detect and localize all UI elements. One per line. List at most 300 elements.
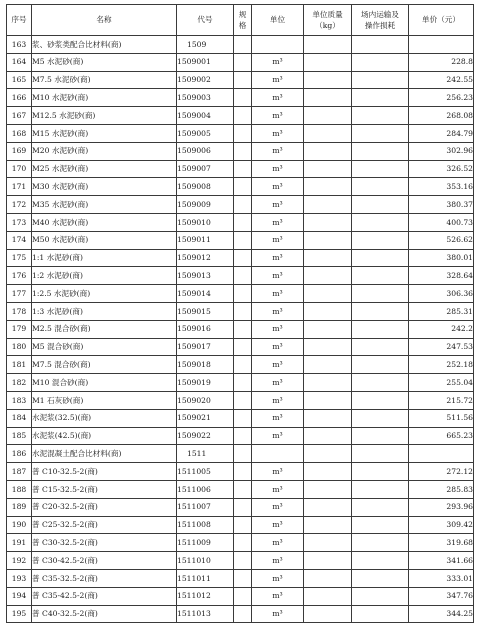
cell-seq: 191 bbox=[7, 534, 32, 552]
cell-seq: 168 bbox=[7, 124, 32, 142]
cell-unit: m³ bbox=[252, 569, 304, 587]
cell-loss bbox=[352, 160, 409, 178]
table-row bbox=[7, 605, 474, 623]
cell-code: 1509013 bbox=[177, 267, 234, 285]
cell-name: M15 水泥砂(商) bbox=[32, 124, 177, 142]
cell-loss bbox=[352, 516, 409, 534]
cell-price bbox=[409, 36, 474, 54]
cell-code: 1509022 bbox=[177, 427, 234, 445]
cell-spec bbox=[234, 196, 252, 214]
cell-spec bbox=[234, 178, 252, 196]
cell-unit: m³ bbox=[252, 516, 304, 534]
cell-seq: 175 bbox=[7, 249, 32, 267]
cell-unit-mass bbox=[304, 338, 352, 356]
cell-seq: 164 bbox=[7, 53, 32, 71]
cell-seq: 179 bbox=[7, 320, 32, 338]
cell-name: 浆、砂浆类配合比材料(商) bbox=[32, 36, 177, 54]
cell-unit: m³ bbox=[252, 480, 304, 498]
cell-unit-mass bbox=[304, 498, 352, 516]
cell-unit-mass bbox=[304, 587, 352, 605]
cell-spec bbox=[234, 427, 252, 445]
cell-price: 272.12 bbox=[409, 463, 474, 481]
cell-spec bbox=[234, 302, 252, 320]
cell-code: 1509021 bbox=[177, 409, 234, 427]
cell-spec bbox=[234, 160, 252, 178]
cell-seq: 171 bbox=[7, 178, 32, 196]
cell-unit-mass bbox=[304, 213, 352, 231]
cell-name: 普 C30-42.5-2(商) bbox=[32, 552, 177, 570]
cell-seq: 194 bbox=[7, 587, 32, 605]
cell-code: 1509018 bbox=[177, 356, 234, 374]
cell-unit-mass bbox=[304, 89, 352, 107]
cell-unit-mass bbox=[304, 391, 352, 409]
table-row bbox=[7, 302, 474, 320]
cell-seq: 165 bbox=[7, 71, 32, 89]
cell-loss bbox=[352, 231, 409, 249]
cell-spec bbox=[234, 534, 252, 552]
cell-spec bbox=[234, 356, 252, 374]
table-row bbox=[7, 569, 474, 587]
cell-name: 普 C35-42.5-2(商) bbox=[32, 587, 177, 605]
cell-loss bbox=[352, 213, 409, 231]
cell-price: 400.73 bbox=[409, 213, 474, 231]
cell-spec bbox=[234, 605, 252, 623]
cell-name: M1 石灰砂(商) bbox=[32, 391, 177, 409]
cell-seq: 181 bbox=[7, 356, 32, 374]
header-spec bbox=[234, 5, 252, 36]
cell-price: 256.23 bbox=[409, 89, 474, 107]
cell-name: 普 C40-32.5-2(商) bbox=[32, 605, 177, 623]
cell-price: 306.36 bbox=[409, 285, 474, 303]
header-name: 名称 bbox=[32, 5, 177, 36]
cell-unit: m³ bbox=[252, 249, 304, 267]
cell-name: M10 水泥砂(商) bbox=[32, 89, 177, 107]
cell-spec bbox=[234, 249, 252, 267]
cell-seq: 172 bbox=[7, 196, 32, 214]
cell-spec bbox=[234, 71, 252, 89]
table-row bbox=[7, 480, 474, 498]
cell-seq: 177 bbox=[7, 285, 32, 303]
header-loss-line1: 场内运输及 bbox=[361, 10, 399, 19]
cell-name: 普 C10-32.5-2(商) bbox=[32, 463, 177, 481]
cell-loss bbox=[352, 463, 409, 481]
cell-unit: m³ bbox=[252, 285, 304, 303]
cell-loss bbox=[352, 480, 409, 498]
cell-loss bbox=[352, 605, 409, 623]
cell-spec bbox=[234, 569, 252, 587]
table-row bbox=[7, 53, 474, 71]
cell-unit-mass bbox=[304, 320, 352, 338]
cell-code: 1509005 bbox=[177, 124, 234, 142]
cell-price: 333.01 bbox=[409, 569, 474, 587]
table-row bbox=[7, 498, 474, 516]
cell-unit-mass bbox=[304, 267, 352, 285]
cell-seq: 183 bbox=[7, 391, 32, 409]
cell-unit: m³ bbox=[252, 160, 304, 178]
cell-price: 284.79 bbox=[409, 124, 474, 142]
cell-code: 1509014 bbox=[177, 285, 234, 303]
cell-price: 302.96 bbox=[409, 142, 474, 160]
cell-seq: 178 bbox=[7, 302, 32, 320]
cell-code: 1509017 bbox=[177, 338, 234, 356]
table-row bbox=[7, 338, 474, 356]
header-seq: 序号 bbox=[7, 5, 32, 36]
cell-loss bbox=[352, 53, 409, 71]
cell-price: 309.42 bbox=[409, 516, 474, 534]
cell-spec bbox=[234, 53, 252, 71]
cell-loss bbox=[352, 374, 409, 392]
cell-seq: 169 bbox=[7, 142, 32, 160]
cell-name: M30 水泥砂(商) bbox=[32, 178, 177, 196]
cell-unit-mass bbox=[304, 178, 352, 196]
cell-loss bbox=[352, 427, 409, 445]
cell-unit: m³ bbox=[252, 124, 304, 142]
header-spec-line2: 格 bbox=[238, 21, 247, 30]
cell-code: 1509015 bbox=[177, 302, 234, 320]
table-row bbox=[7, 267, 474, 285]
cell-unit: m³ bbox=[252, 142, 304, 160]
cell-unit: m³ bbox=[252, 374, 304, 392]
cell-name: 水泥浆(32.5)(商) bbox=[32, 409, 177, 427]
cell-unit-mass bbox=[304, 605, 352, 623]
cell-loss bbox=[352, 498, 409, 516]
cell-unit: m³ bbox=[252, 338, 304, 356]
cell-unit-mass bbox=[304, 124, 352, 142]
cell-spec bbox=[234, 320, 252, 338]
cell-code: 1511013 bbox=[177, 605, 234, 623]
cell-unit: m³ bbox=[252, 302, 304, 320]
cell-code: 1511011 bbox=[177, 569, 234, 587]
cell-unit: m³ bbox=[252, 267, 304, 285]
cell-unit-mass bbox=[304, 463, 352, 481]
table-row bbox=[7, 231, 474, 249]
table-row bbox=[7, 552, 474, 570]
table-row bbox=[7, 374, 474, 392]
cell-seq: 187 bbox=[7, 463, 32, 481]
cell-spec bbox=[234, 480, 252, 498]
cell-unit-mass bbox=[304, 374, 352, 392]
cell-seq: 180 bbox=[7, 338, 32, 356]
table-header-row bbox=[7, 5, 474, 36]
cell-unit-mass bbox=[304, 480, 352, 498]
cell-seq: 186 bbox=[7, 445, 32, 463]
cell-unit: m³ bbox=[252, 231, 304, 249]
header-loss-line2: 操作损耗 bbox=[364, 21, 396, 30]
cell-spec bbox=[234, 516, 252, 534]
cell-seq: 170 bbox=[7, 160, 32, 178]
cell-price: 215.72 bbox=[409, 391, 474, 409]
table-row bbox=[7, 427, 474, 445]
cell-unit-mass bbox=[304, 285, 352, 303]
cell-price: 353.16 bbox=[409, 178, 474, 196]
table-row bbox=[7, 516, 474, 534]
table-row bbox=[7, 196, 474, 214]
cell-loss bbox=[352, 249, 409, 267]
cell-code: 1509001 bbox=[177, 53, 234, 71]
cell-loss bbox=[352, 267, 409, 285]
cell-unit: m³ bbox=[252, 71, 304, 89]
table-row bbox=[7, 107, 474, 125]
cell-code: 1511 bbox=[177, 445, 234, 463]
cell-loss bbox=[352, 409, 409, 427]
table-row bbox=[7, 213, 474, 231]
cell-code: 1509010 bbox=[177, 213, 234, 231]
cell-price: 511.56 bbox=[409, 409, 474, 427]
cell-code: 1509012 bbox=[177, 249, 234, 267]
table-row bbox=[7, 463, 474, 481]
cell-code: 1509008 bbox=[177, 178, 234, 196]
cell-name: M40 水泥砂(商) bbox=[32, 213, 177, 231]
cell-name: 水泥浆(42.5)(商) bbox=[32, 427, 177, 445]
cell-price: 285.31 bbox=[409, 302, 474, 320]
cell-name: M7.5 水泥砂(商) bbox=[32, 71, 177, 89]
cell-seq: 192 bbox=[7, 552, 32, 570]
cell-name: M10 混合砂(商) bbox=[32, 374, 177, 392]
header-unit-mass bbox=[304, 5, 352, 36]
cell-price: 255.04 bbox=[409, 374, 474, 392]
cell-name: M5 混合砂(商) bbox=[32, 338, 177, 356]
cell-loss bbox=[352, 124, 409, 142]
table-category-row bbox=[7, 445, 474, 463]
cell-unit-mass bbox=[304, 516, 352, 534]
cell-code: 1511006 bbox=[177, 480, 234, 498]
cell-price: 293.96 bbox=[409, 498, 474, 516]
cell-spec bbox=[234, 374, 252, 392]
cell-spec bbox=[234, 391, 252, 409]
header-unit-mass-line2: （kg） bbox=[315, 21, 340, 30]
cell-seq: 176 bbox=[7, 267, 32, 285]
cell-code: 1511009 bbox=[177, 534, 234, 552]
cell-price: 380.37 bbox=[409, 196, 474, 214]
header-price: 单价（元） bbox=[409, 5, 474, 36]
cell-unit-mass bbox=[304, 409, 352, 427]
cell-loss bbox=[352, 552, 409, 570]
cell-spec bbox=[234, 463, 252, 481]
cell-unit: m³ bbox=[252, 391, 304, 409]
header-spec-line1: 规 bbox=[238, 10, 247, 19]
cell-code: 1509 bbox=[177, 36, 234, 54]
cell-code: 1509011 bbox=[177, 231, 234, 249]
cell-unit bbox=[252, 36, 304, 54]
cell-spec bbox=[234, 267, 252, 285]
cell-unit bbox=[252, 445, 304, 463]
cell-loss bbox=[352, 89, 409, 107]
cell-unit-mass bbox=[304, 569, 352, 587]
cell-unit-mass bbox=[304, 231, 352, 249]
cell-unit: m³ bbox=[252, 178, 304, 196]
cell-spec bbox=[234, 231, 252, 249]
cell-name: 水泥混凝土配合比材料(商) bbox=[32, 445, 177, 463]
cell-unit: m³ bbox=[252, 534, 304, 552]
header-unit-mass-line1: 单位质量 bbox=[312, 10, 343, 19]
price-table bbox=[6, 4, 474, 623]
cell-spec bbox=[234, 587, 252, 605]
cell-code: 1509006 bbox=[177, 142, 234, 160]
cell-spec bbox=[234, 445, 252, 463]
cell-name: 普 C15-32.5-2(商) bbox=[32, 480, 177, 498]
cell-unit-mass bbox=[304, 142, 352, 160]
cell-price: 526.62 bbox=[409, 231, 474, 249]
table-row bbox=[7, 178, 474, 196]
cell-loss bbox=[352, 445, 409, 463]
cell-seq: 185 bbox=[7, 427, 32, 445]
cell-loss bbox=[352, 302, 409, 320]
cell-unit: m³ bbox=[252, 409, 304, 427]
cell-price: 341.66 bbox=[409, 552, 474, 570]
cell-code: 1509009 bbox=[177, 196, 234, 214]
cell-spec bbox=[234, 213, 252, 231]
cell-spec bbox=[234, 498, 252, 516]
cell-price: 285.83 bbox=[409, 480, 474, 498]
cell-seq: 193 bbox=[7, 569, 32, 587]
cell-code: 1511008 bbox=[177, 516, 234, 534]
cell-loss bbox=[352, 36, 409, 54]
cell-code: 1509019 bbox=[177, 374, 234, 392]
cell-name: 1:1 水泥砂(商) bbox=[32, 249, 177, 267]
cell-loss bbox=[352, 391, 409, 409]
cell-unit-mass bbox=[304, 53, 352, 71]
cell-unit: m³ bbox=[252, 320, 304, 338]
cell-loss bbox=[352, 285, 409, 303]
cell-seq: 166 bbox=[7, 89, 32, 107]
cell-code: 1511010 bbox=[177, 552, 234, 570]
cell-seq: 188 bbox=[7, 480, 32, 498]
cell-name: M50 水泥砂(商) bbox=[32, 231, 177, 249]
cell-spec bbox=[234, 409, 252, 427]
cell-price: 252.18 bbox=[409, 356, 474, 374]
cell-name: 1:3 水泥砂(商) bbox=[32, 302, 177, 320]
cell-name: M25 水泥砂(商) bbox=[32, 160, 177, 178]
cell-unit: m³ bbox=[252, 552, 304, 570]
cell-code: 1511007 bbox=[177, 498, 234, 516]
cell-seq: 189 bbox=[7, 498, 32, 516]
cell-loss bbox=[352, 534, 409, 552]
cell-price: 380.01 bbox=[409, 249, 474, 267]
table-row bbox=[7, 285, 474, 303]
cell-name: 普 C25-32.5-2(商) bbox=[32, 516, 177, 534]
cell-spec bbox=[234, 142, 252, 160]
cell-code: 1509020 bbox=[177, 391, 234, 409]
cell-unit: m³ bbox=[252, 587, 304, 605]
cell-price: 228.8 bbox=[409, 53, 474, 71]
cell-loss bbox=[352, 196, 409, 214]
cell-name: M5 水泥砂(商) bbox=[32, 53, 177, 71]
cell-price: 268.08 bbox=[409, 107, 474, 125]
cell-seq: 184 bbox=[7, 409, 32, 427]
cell-code: 1511005 bbox=[177, 463, 234, 481]
table-row bbox=[7, 71, 474, 89]
cell-loss bbox=[352, 320, 409, 338]
cell-unit: m³ bbox=[252, 89, 304, 107]
table-row bbox=[7, 356, 474, 374]
cell-unit-mass bbox=[304, 107, 352, 125]
cell-name: M20 水泥砂(商) bbox=[32, 142, 177, 160]
cell-loss bbox=[352, 569, 409, 587]
cell-code: 1509002 bbox=[177, 71, 234, 89]
header-loss bbox=[352, 5, 409, 36]
cell-unit: m³ bbox=[252, 213, 304, 231]
cell-unit: m³ bbox=[252, 605, 304, 623]
cell-spec bbox=[234, 36, 252, 54]
cell-seq: 173 bbox=[7, 213, 32, 231]
cell-spec bbox=[234, 338, 252, 356]
cell-seq: 174 bbox=[7, 231, 32, 249]
cell-name: M7.5 混合砂(商) bbox=[32, 356, 177, 374]
cell-loss bbox=[352, 178, 409, 196]
cell-unit: m³ bbox=[252, 356, 304, 374]
cell-loss bbox=[352, 587, 409, 605]
table-category-row bbox=[7, 36, 474, 54]
cell-unit-mass bbox=[304, 71, 352, 89]
cell-unit-mass bbox=[304, 160, 352, 178]
cell-name: 1:2 水泥砂(商) bbox=[32, 267, 177, 285]
table-row bbox=[7, 587, 474, 605]
cell-unit-mass bbox=[304, 249, 352, 267]
cell-name: M12.5 水泥砂(商) bbox=[32, 107, 177, 125]
cell-unit: m³ bbox=[252, 498, 304, 516]
cell-loss bbox=[352, 142, 409, 160]
cell-spec bbox=[234, 285, 252, 303]
table-row bbox=[7, 409, 474, 427]
cell-code: 1509007 bbox=[177, 160, 234, 178]
cell-unit-mass bbox=[304, 302, 352, 320]
cell-unit: m³ bbox=[252, 53, 304, 71]
table-row bbox=[7, 320, 474, 338]
cell-unit: m³ bbox=[252, 463, 304, 481]
cell-loss bbox=[352, 356, 409, 374]
cell-price: 328.64 bbox=[409, 267, 474, 285]
table-row bbox=[7, 391, 474, 409]
table-row bbox=[7, 89, 474, 107]
cell-seq: 163 bbox=[7, 36, 32, 54]
cell-code: 1509003 bbox=[177, 89, 234, 107]
cell-price: 242.55 bbox=[409, 71, 474, 89]
cell-unit-mass bbox=[304, 534, 352, 552]
cell-price: 326.52 bbox=[409, 160, 474, 178]
cell-name: 1:2.5 水泥砂(商) bbox=[32, 285, 177, 303]
cell-loss bbox=[352, 71, 409, 89]
cell-unit-mass bbox=[304, 427, 352, 445]
cell-unit: m³ bbox=[252, 427, 304, 445]
table-row bbox=[7, 124, 474, 142]
cell-spec bbox=[234, 552, 252, 570]
cell-unit: m³ bbox=[252, 196, 304, 214]
cell-unit-mass bbox=[304, 552, 352, 570]
cell-code: 1509004 bbox=[177, 107, 234, 125]
table-row bbox=[7, 160, 474, 178]
cell-unit-mass bbox=[304, 36, 352, 54]
table-body bbox=[7, 36, 474, 623]
table-row bbox=[7, 249, 474, 267]
cell-seq: 182 bbox=[7, 374, 32, 392]
cell-spec bbox=[234, 89, 252, 107]
cell-name: 普 C30-32.5-2(商) bbox=[32, 534, 177, 552]
header-code: 代号 bbox=[177, 5, 234, 36]
table-row bbox=[7, 142, 474, 160]
cell-price: 247.53 bbox=[409, 338, 474, 356]
cell-unit: m³ bbox=[252, 107, 304, 125]
cell-loss bbox=[352, 338, 409, 356]
cell-loss bbox=[352, 107, 409, 125]
cell-name: 普 C20-32.5-2(商) bbox=[32, 498, 177, 516]
cell-unit-mass bbox=[304, 356, 352, 374]
cell-spec bbox=[234, 107, 252, 125]
cell-name: M35 水泥砂(商) bbox=[32, 196, 177, 214]
cell-seq: 190 bbox=[7, 516, 32, 534]
cell-code: 1509016 bbox=[177, 320, 234, 338]
cell-price: 319.68 bbox=[409, 534, 474, 552]
cell-price: 344.25 bbox=[409, 605, 474, 623]
